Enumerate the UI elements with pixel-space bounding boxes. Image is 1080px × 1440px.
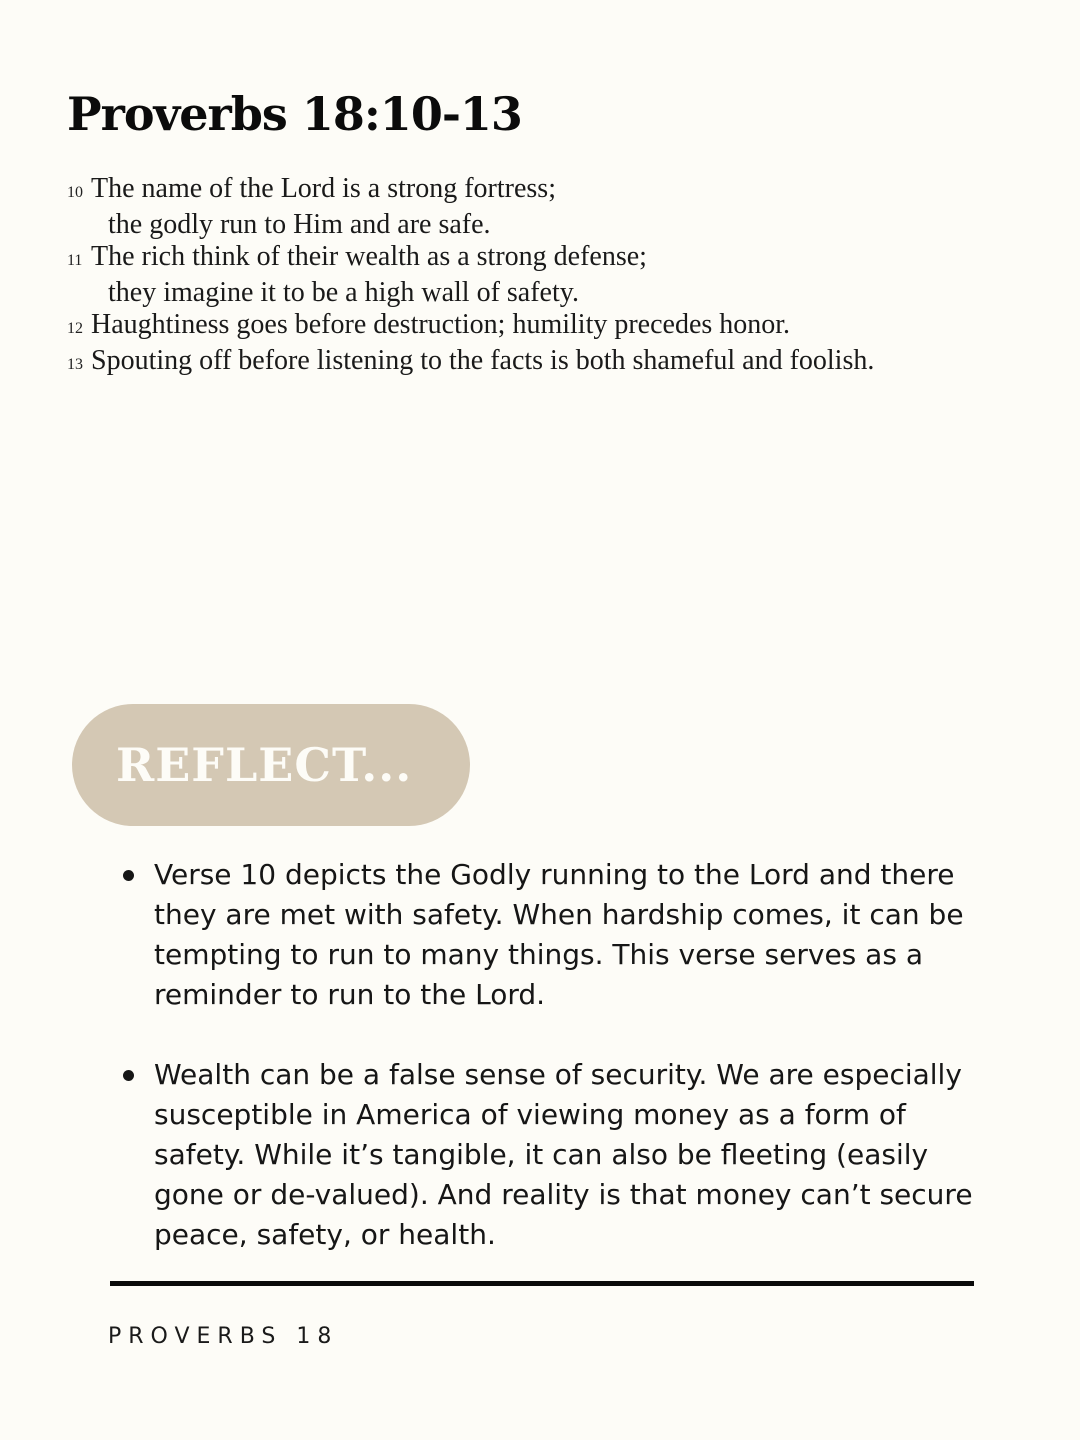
divider bbox=[110, 1281, 974, 1286]
verse-12-line-1 bbox=[67, 309, 1057, 345]
reflect-badge bbox=[72, 704, 470, 826]
bullet-icon bbox=[123, 870, 134, 881]
verse-text: The name of the Lord is a strong fortress; bbox=[91, 173, 556, 204]
verse-number: 10 bbox=[67, 184, 83, 201]
scripture-passage bbox=[67, 173, 1057, 381]
verse-text: Spouting off before listening to the facts is both shameful and foolish. bbox=[91, 345, 875, 376]
verse-10-line-1 bbox=[67, 173, 1057, 209]
verse-10-line-2 bbox=[67, 209, 1057, 241]
verse-number: 13 bbox=[67, 356, 83, 373]
verse-13-line-1 bbox=[67, 345, 1057, 381]
verse-11-line-1 bbox=[67, 241, 1057, 277]
list-item-text: Wealth can be a false sense of security. We are especially susceptible in America of viewing money as a form of safety. While it’s tangible, it can also be fleeting (easily gone or de-valued). And reality is that money can’t secure peace, safety, or health. bbox=[154, 1058, 973, 1251]
verse-text: Haughtiness goes before destruction; humility precedes honor. bbox=[91, 309, 791, 340]
verse-number: 12 bbox=[67, 320, 83, 337]
verse-number: 11 bbox=[67, 252, 83, 269]
list-item-text: Verse 10 depicts the Godly running to the Lord and there they are met with safety. When hardship comes, it can be tempting to run to many things. This verse serves as a reminder to run to the Lord. bbox=[154, 858, 964, 1011]
verse-text: The rich think of their wealth as a strong defense; bbox=[91, 241, 647, 272]
footer-label: PROVERBS 18 bbox=[108, 1324, 339, 1349]
verse-text: the godly run to Him and are safe. bbox=[108, 209, 491, 240]
reflection-list bbox=[120, 855, 1000, 1295]
verse-11-line-2 bbox=[67, 277, 1057, 309]
list-item bbox=[120, 1055, 1000, 1255]
page-title: Proverbs 18:10-13 bbox=[67, 87, 522, 141]
reflect-label: REFLECT... bbox=[116, 738, 413, 792]
list-item bbox=[120, 855, 1000, 1015]
verse-text: they imagine it to be a high wall of safety. bbox=[108, 277, 579, 308]
bullet-icon bbox=[123, 1070, 134, 1081]
